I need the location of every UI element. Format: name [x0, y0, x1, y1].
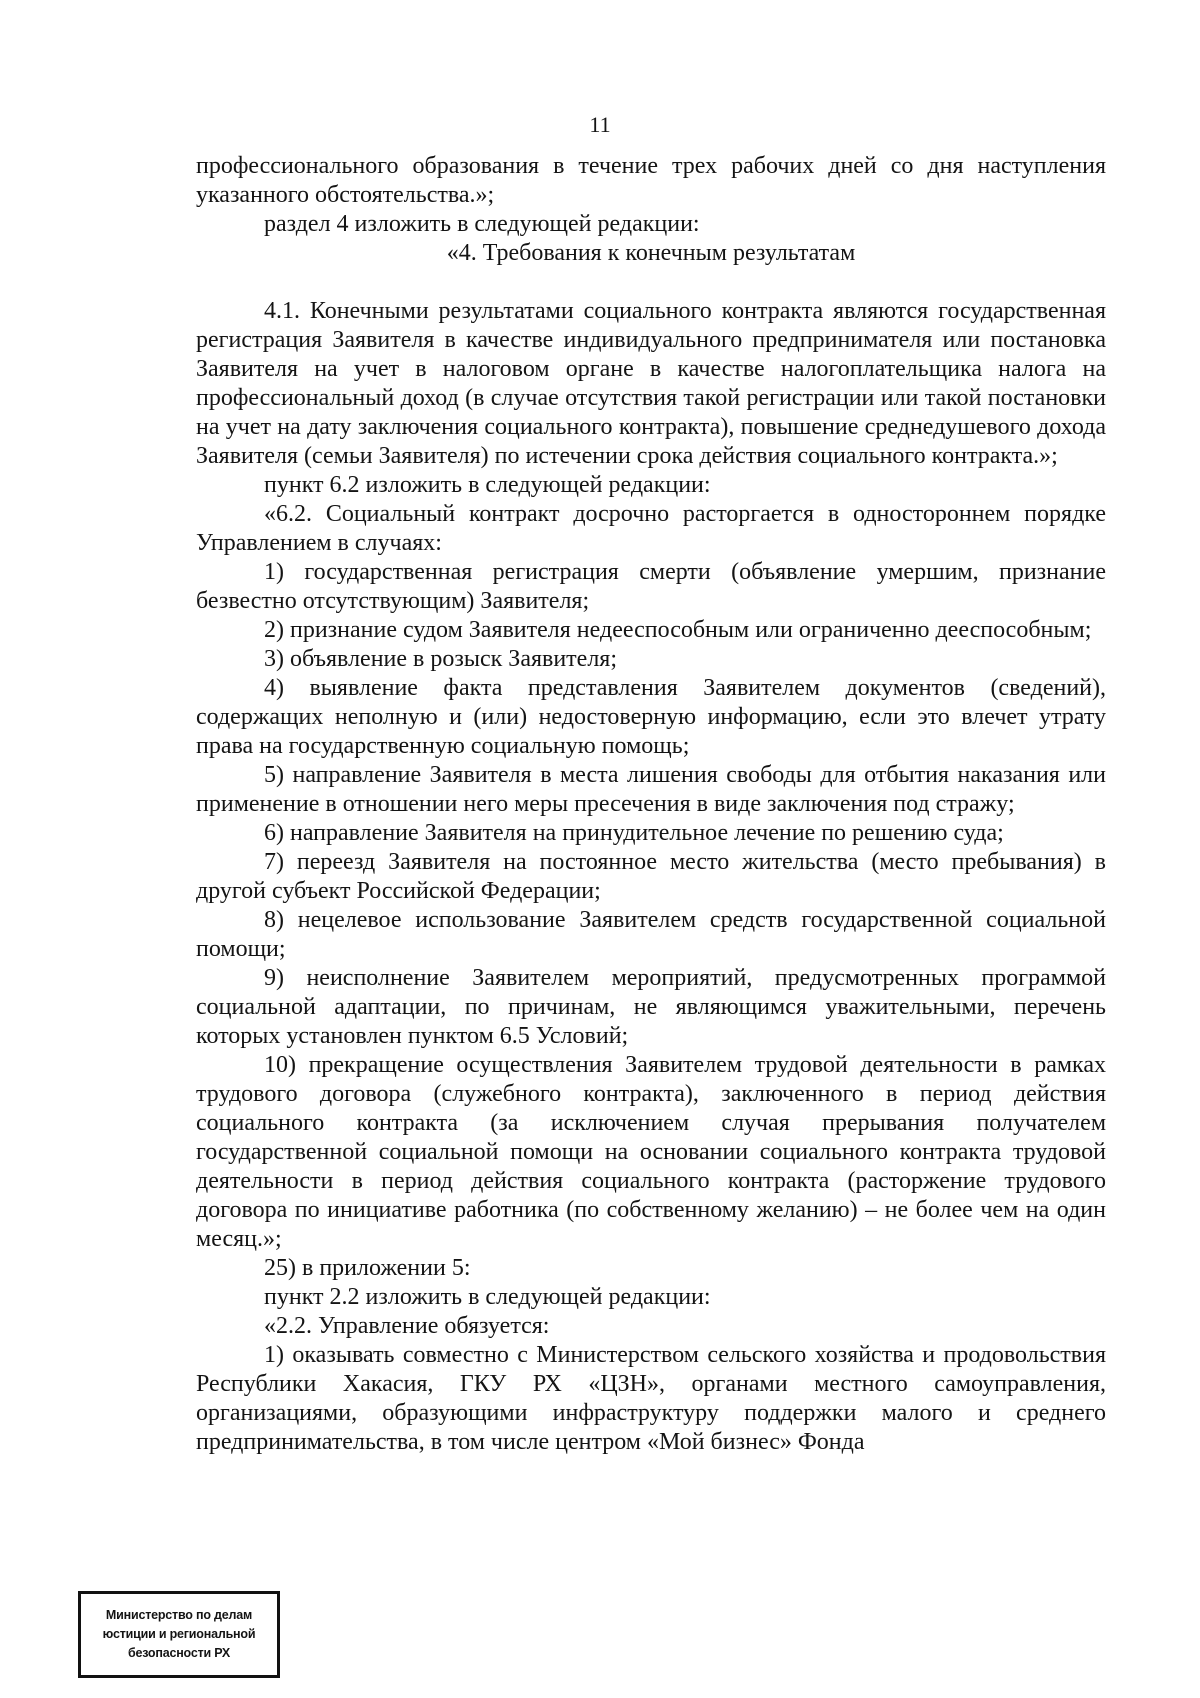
paragraph: 4) выявление факта представления Заявителем документов (сведений), содержащих неполную и (или) недостоверную информацию, если это влечет утрату права на государственную социальную помощь;: [196, 675, 1106, 759]
paragraph: 10) прекращение осуществления Заявителем трудовой деятельности в рамках трудового договора (служебного контракта), заключенного в период действия социального контракта (за исключением случая прерывания получателем государственной социальной помощи на основании социального контракта трудовой деятельности в период действия социального контракта (расторжение трудового договора по инициативе работника (по собственному желанию) – не более чем на один месяц.»;: [196, 1052, 1106, 1252]
paragraph: раздел 4 изложить в следующей редакции:: [264, 211, 700, 237]
paragraph: 7) переезд Заявителя на постоянное место жительства (место пребывания) в другой субъект Российской Федерации;: [196, 849, 1106, 904]
paragraph: 3) объявление в розыск Заявителя;: [264, 646, 618, 672]
page-number: 11: [589, 112, 611, 137]
paragraph: 9) неисполнение Заявителем мероприятий, предусмотренных программой социальной адаптации, по причинам, не являющимся уважительными, перечень которых установлен пунктом 6.5 Условий;: [196, 965, 1106, 1049]
paragraph: 8) нецелевое использование Заявителем средств государственной социальной помощи;: [196, 907, 1106, 962]
paragraph: 1) государственная регистрация смерти (объявление умершим, признание безвестно отсутствующим) Заявителя;: [196, 559, 1106, 614]
paragraph: 4.1. Конечными результатами социального контракта являются государственная регистрация Заявителя в качестве индивидуального предпринимателя или постановка Заявителя на учет в налоговом органе в качестве налогоплательщика налога на профессиональный доход (в случае отсутствия такой регистрации или такой постановки на учет на дату заключения социального контракта), повышение среднедушевого дохода Заявителя (семьи Заявителя) по истечении срока действия социального контракта.»;: [196, 298, 1106, 469]
paragraph: «6.2. Социальный контракт досрочно расторгается в одностороннем порядке Управлением в случаях:: [196, 501, 1106, 556]
paragraph-spacer: [196, 268, 1106, 297]
stamp-line-2: юстиции и региональной: [102, 1627, 256, 1641]
paragraph: «2.2. Управление обязуется:: [264, 1313, 550, 1339]
paragraph: 1) оказывать совместно с Министерством сельского хозяйства и продовольствия Республики Хакасия, ГКУ РХ «ЦЗН», органами местного самоуправления, организациями, образующими инфраструктуру поддержки малого и среднего предпринимательства, в том числе центром «Мой бизнес» Фонда: [196, 1342, 1106, 1455]
paragraph: 5) направление Заявителя в места лишения свободы для отбытия наказания или применение в отношении него меры пресечения в виде заключения под стражу;: [196, 762, 1106, 817]
paragraph: 25) в приложении 5:: [264, 1255, 471, 1281]
stamp-line-1: Министерство по делам: [105, 1608, 253, 1622]
paragraph: пункт 2.2 изложить в следующей редакции:: [264, 1284, 711, 1310]
paragraph: пункт 6.2 изложить в следующей редакции:: [264, 472, 711, 498]
paragraph: 2) признание судом Заявителя недееспособным или ограниченно дееспособным;: [264, 617, 1092, 643]
paragraph: 6) направление Заявителя на принудительное лечение по решению суда;: [264, 820, 1004, 846]
paragraph: «4. Требования к конечным результатам: [446, 240, 856, 266]
ministry-stamp: [78, 1591, 280, 1678]
document-body: [196, 152, 1106, 1457]
stamp-line-3: безопасности РХ: [127, 1646, 231, 1660]
paragraph: профессионального образования в течение трех рабочих дней со дня наступления указанного обстоятельства.»;: [196, 153, 1106, 208]
